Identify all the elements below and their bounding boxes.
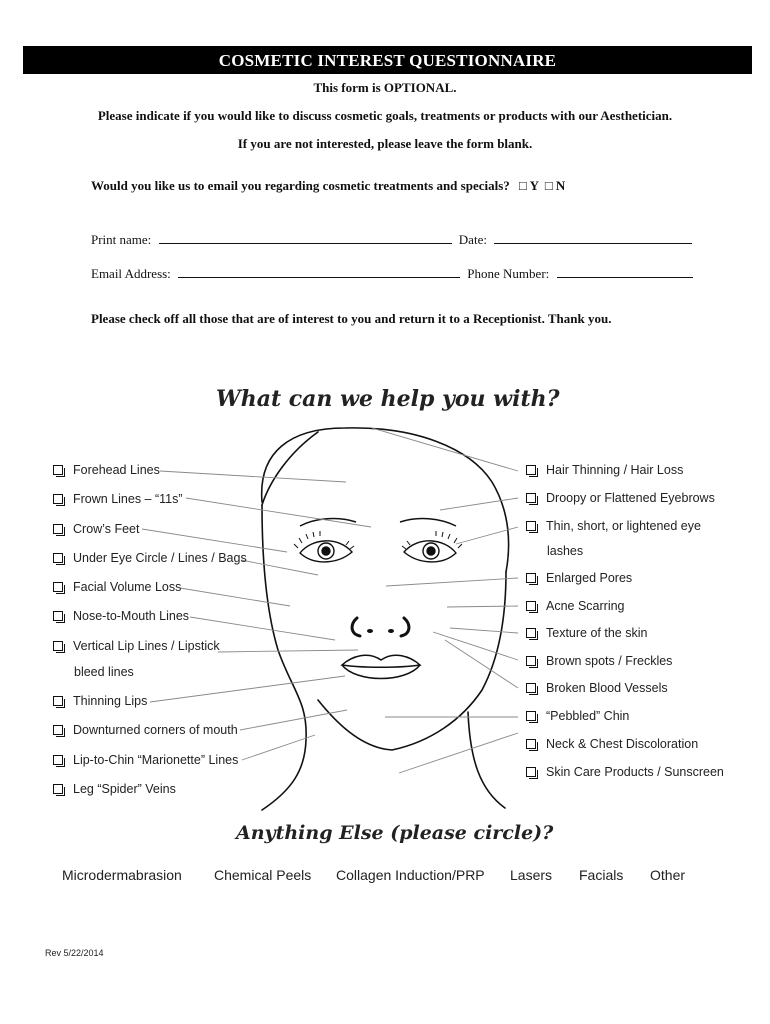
leader-frown bbox=[186, 498, 371, 527]
checkbox-icon[interactable] bbox=[53, 784, 63, 794]
item-label: Neck & Chest Discoloration bbox=[546, 737, 699, 751]
checklist-item[interactable] bbox=[526, 654, 672, 668]
leader-forehead bbox=[160, 471, 346, 482]
item-label: Downturned corners of mouth bbox=[73, 723, 238, 737]
checkbox-icon[interactable] bbox=[526, 573, 536, 583]
checkbox-icon[interactable] bbox=[526, 493, 536, 503]
print-name-label: Print name: bbox=[91, 232, 152, 247]
option-chemical-peels[interactable]: Chemical Peels bbox=[214, 867, 312, 883]
checkbox-icon[interactable] bbox=[53, 725, 63, 735]
item-label: Under Eye Circle / Lines / Bags bbox=[73, 551, 247, 565]
phone-label: Phone Number: bbox=[467, 266, 550, 281]
checklist-item[interactable] bbox=[53, 551, 247, 565]
left-pupil bbox=[322, 547, 330, 555]
leader-under-eye bbox=[241, 560, 318, 575]
checkbox-icon[interactable] bbox=[526, 601, 536, 611]
option-lasers[interactable]: Lasers bbox=[510, 867, 553, 883]
anything-else-heading: Anything Else (please circle)? bbox=[236, 822, 554, 844]
item-label: Skin Care Products / Sunscreen bbox=[546, 765, 724, 779]
item-label: Lip-to-Chin “Marionette” Lines bbox=[73, 753, 239, 767]
checklist-item[interactable] bbox=[53, 753, 238, 767]
checklist-item[interactable] bbox=[53, 463, 160, 477]
checklist-item[interactable] bbox=[53, 492, 183, 506]
item-label: Thinning Lips bbox=[73, 694, 148, 708]
option-microdermabrasion[interactable]: Microdermabrasion bbox=[62, 867, 182, 883]
checkbox-icon[interactable] bbox=[526, 628, 536, 638]
nose-right bbox=[401, 618, 409, 636]
checkbox-icon[interactable] bbox=[53, 582, 63, 592]
checklist-item[interactable] bbox=[526, 599, 625, 613]
checklist-item[interactable] bbox=[53, 723, 238, 737]
revision-date: Rev 5/22/2014 bbox=[45, 948, 104, 958]
upper-lip bbox=[342, 655, 420, 667]
checklist-item[interactable] bbox=[526, 626, 647, 640]
item-label: Enlarged Pores bbox=[546, 571, 633, 585]
leader-crows-feet bbox=[142, 529, 287, 552]
item-label: Acne Scarring bbox=[546, 599, 625, 613]
checklist-item[interactable] bbox=[526, 765, 724, 779]
checkbox-icon[interactable] bbox=[53, 494, 63, 504]
checkbox-icon[interactable] bbox=[53, 611, 63, 621]
optional-note: This form is OPTIONAL. bbox=[313, 80, 457, 95]
leader-pores bbox=[386, 578, 518, 586]
date-label: Date: bbox=[458, 232, 487, 247]
leader-eyebrows bbox=[440, 498, 518, 510]
nose-left bbox=[352, 618, 360, 636]
checklist-item[interactable] bbox=[53, 580, 181, 594]
face-left-contour bbox=[262, 505, 306, 810]
checklist-item[interactable] bbox=[526, 491, 715, 505]
item-label: Forehead Lines bbox=[73, 463, 160, 477]
checklist-item[interactable] bbox=[53, 609, 189, 623]
item-label: Thin, short, or lightened eye bbox=[546, 519, 701, 533]
item-label: “Pebbled” Chin bbox=[546, 709, 630, 723]
leader-hair bbox=[372, 428, 518, 471]
checkbox-icon[interactable] bbox=[526, 711, 536, 721]
checkbox-icon[interactable] bbox=[53, 524, 63, 534]
item-label: Vertical Lip Lines / Lipstick bbox=[73, 639, 220, 653]
checkbox-icon[interactable] bbox=[526, 465, 536, 475]
checkbox-icon[interactable] bbox=[526, 683, 536, 693]
neck-right bbox=[468, 712, 505, 808]
checklist-item[interactable] bbox=[53, 694, 147, 708]
checkbox-icon[interactable] bbox=[53, 553, 63, 563]
checklist-item[interactable] bbox=[526, 571, 632, 585]
checklist-item[interactable] bbox=[526, 737, 698, 751]
head-outline bbox=[262, 428, 509, 572]
item-label: Facial Volume Loss bbox=[73, 580, 182, 594]
checklist-item[interactable] bbox=[53, 639, 220, 653]
checkbox-icon[interactable] bbox=[53, 696, 63, 706]
right-eyebrow bbox=[400, 519, 456, 526]
item-label: Brown spots / Freckles bbox=[546, 654, 673, 668]
diagram-heading: What can we help you with? bbox=[216, 386, 560, 412]
checkbox-icon[interactable] bbox=[526, 656, 536, 666]
nostril-left bbox=[367, 629, 373, 633]
leader-downturned bbox=[240, 710, 347, 730]
leader-texture bbox=[450, 628, 518, 633]
nostril-right bbox=[388, 629, 394, 633]
leader-neck bbox=[399, 733, 518, 773]
leader-brown-spots bbox=[433, 632, 518, 660]
intro-text: Please indicate if you would like to discuss cosmetic goals, treatments or products with our Aesthetician. bbox=[97, 108, 673, 123]
item-continuation: lashes bbox=[547, 544, 584, 558]
item-continuation: bleed lines bbox=[74, 665, 134, 679]
left-eyebrow bbox=[300, 519, 356, 526]
right-pupil bbox=[427, 547, 435, 555]
checklist-item[interactable] bbox=[53, 782, 176, 796]
leader-thinning-lips bbox=[150, 676, 345, 702]
leader-acne bbox=[447, 606, 518, 607]
option-facials[interactable]: Facials bbox=[579, 867, 624, 883]
checkbox-icon[interactable] bbox=[53, 465, 63, 475]
option-collagen-induction[interactable]: Collagen Induction/PRP bbox=[336, 867, 485, 883]
leader-nose-mouth bbox=[190, 617, 335, 640]
item-label: Hair Thinning / Hair Loss bbox=[546, 463, 684, 477]
item-label: Droopy or Flattened Eyebrows bbox=[546, 491, 715, 505]
checkbox-icon[interactable] bbox=[526, 767, 536, 777]
checkbox-icon[interactable] bbox=[526, 521, 536, 531]
email-label: Email Address: bbox=[91, 266, 171, 281]
checklist-item[interactable] bbox=[526, 709, 629, 723]
leader-volume-loss bbox=[180, 588, 290, 606]
hair-left-line bbox=[262, 432, 318, 505]
leader-vertical-lip bbox=[218, 650, 358, 652]
instructions-text: Please check off all those that are of interest to you and return it to a Receptionist. Thank you. bbox=[91, 311, 612, 326]
form-title: COSMETIC INTEREST QUESTIONNAIRE bbox=[23, 46, 752, 74]
item-label: Frown Lines – “11s” bbox=[73, 492, 183, 506]
checklist-item[interactable] bbox=[526, 681, 668, 695]
item-label: Nose-to-Mouth Lines bbox=[73, 609, 190, 623]
email-yes-checkbox[interactable]: □ Y bbox=[519, 178, 539, 193]
email-no-checkbox[interactable]: □ N bbox=[544, 178, 566, 193]
item-label: Crow’s Feet bbox=[73, 522, 140, 536]
leader-broken-vessels bbox=[445, 640, 518, 688]
item-label: Texture of the skin bbox=[546, 626, 648, 640]
item-label: Broken Blood Vessels bbox=[546, 681, 668, 695]
checklist-item[interactable] bbox=[526, 463, 683, 477]
checklist-item[interactable] bbox=[526, 519, 701, 533]
option-other[interactable]: Other bbox=[650, 867, 686, 883]
checkbox-icon[interactable] bbox=[53, 641, 63, 651]
item-label: Leg “Spider” Veins bbox=[73, 782, 176, 796]
not-interested-text: If you are not interested, please leave the form blank. bbox=[237, 136, 533, 151]
checkbox-icon[interactable] bbox=[526, 739, 536, 749]
email-question-text: Would you like us to email you regarding cosmetic treatments and specials? bbox=[91, 178, 510, 193]
checklist-item[interactable] bbox=[53, 522, 139, 536]
checkbox-icon[interactable] bbox=[53, 755, 63, 765]
